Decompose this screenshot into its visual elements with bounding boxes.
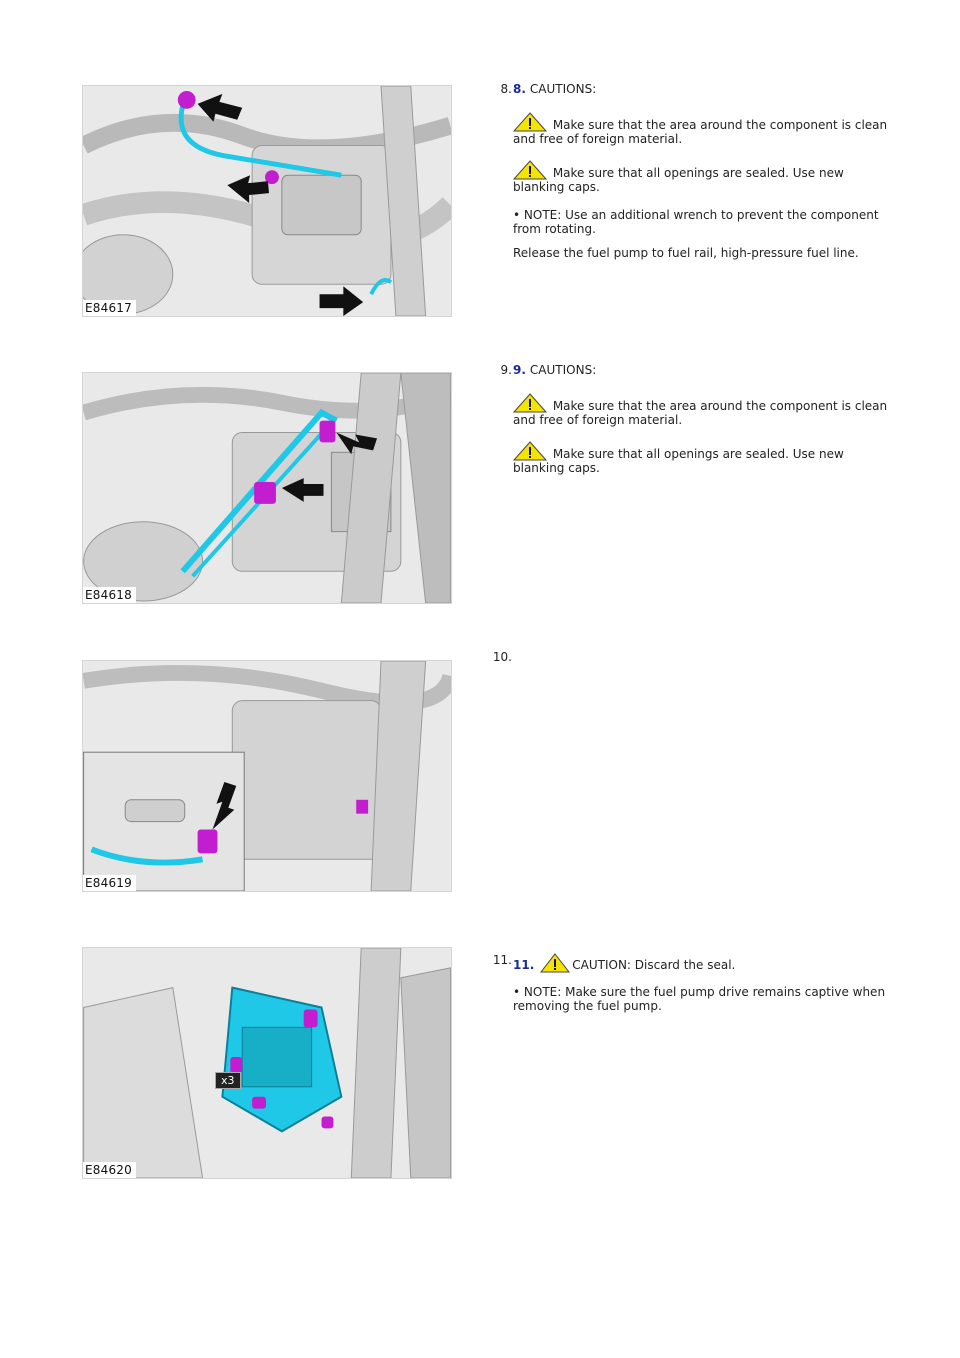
step-header-text: CAUTIONS: <box>529 363 597 377</box>
warning-triangle-icon <box>540 953 570 973</box>
caution-item <box>513 112 888 146</box>
note-text: • NOTE: Make sure the fuel pump drive remains captive when removing the fuel pump. <box>513 985 886 1013</box>
figure-label: E84619 <box>83 875 136 891</box>
step-9-content <box>513 363 888 489</box>
warning-triangle-icon <box>513 160 547 180</box>
step-number: 10. <box>492 650 512 664</box>
figure-step-8 <box>82 85 452 317</box>
figure-step-9 <box>82 372 452 604</box>
caution-item <box>513 160 888 194</box>
step-number: 8. <box>500 82 512 96</box>
step-bold-number: 11. <box>513 958 535 972</box>
step-header <box>513 363 888 377</box>
caution-item <box>513 441 888 475</box>
warning-triangle-icon <box>513 112 547 132</box>
step-header-text: CAUTIONS: <box>529 82 597 96</box>
caution-text: Make sure that the area around the component is clean and free of foreign material. <box>513 118 888 146</box>
step-bold-number: 8. <box>513 82 526 96</box>
caution-text: Make sure that all openings are sealed. Use new blanking caps. <box>513 447 844 475</box>
step-number: 9. <box>500 363 512 377</box>
engine-illustration <box>83 373 451 603</box>
step-bold-number: 9. <box>513 363 526 377</box>
step-header-text: CAUTION: Discard the seal. <box>572 958 736 972</box>
note-text: • NOTE: Use an additional wrench to prevent the component from rotating. <box>513 208 879 236</box>
engine-illustration <box>83 86 451 316</box>
caution-item <box>513 393 888 427</box>
action-text: Release the fuel pump to fuel rail, high-pressure fuel line. <box>513 246 859 260</box>
figure-step-11 <box>82 947 452 1179</box>
step-header <box>513 953 888 973</box>
figure-label: E84618 <box>83 587 136 603</box>
warning-triangle-icon <box>513 393 547 413</box>
step-8-content <box>513 82 888 270</box>
step-11-content <box>513 953 888 1023</box>
step-header <box>513 82 888 96</box>
figure-label: E84617 <box>83 300 136 316</box>
callout-label: x3 <box>215 1072 241 1089</box>
caution-text: Make sure that the area around the component is clean and free of foreign material. <box>513 399 888 427</box>
step-number: 11. <box>492 953 512 967</box>
figure-label: E84620 <box>83 1162 136 1178</box>
caution-text: Make sure that all openings are sealed. Use new blanking caps. <box>513 166 844 194</box>
warning-triangle-icon <box>513 441 547 461</box>
engine-illustration <box>83 948 451 1178</box>
engine-illustration <box>83 661 451 891</box>
figure-step-10 <box>82 660 452 892</box>
